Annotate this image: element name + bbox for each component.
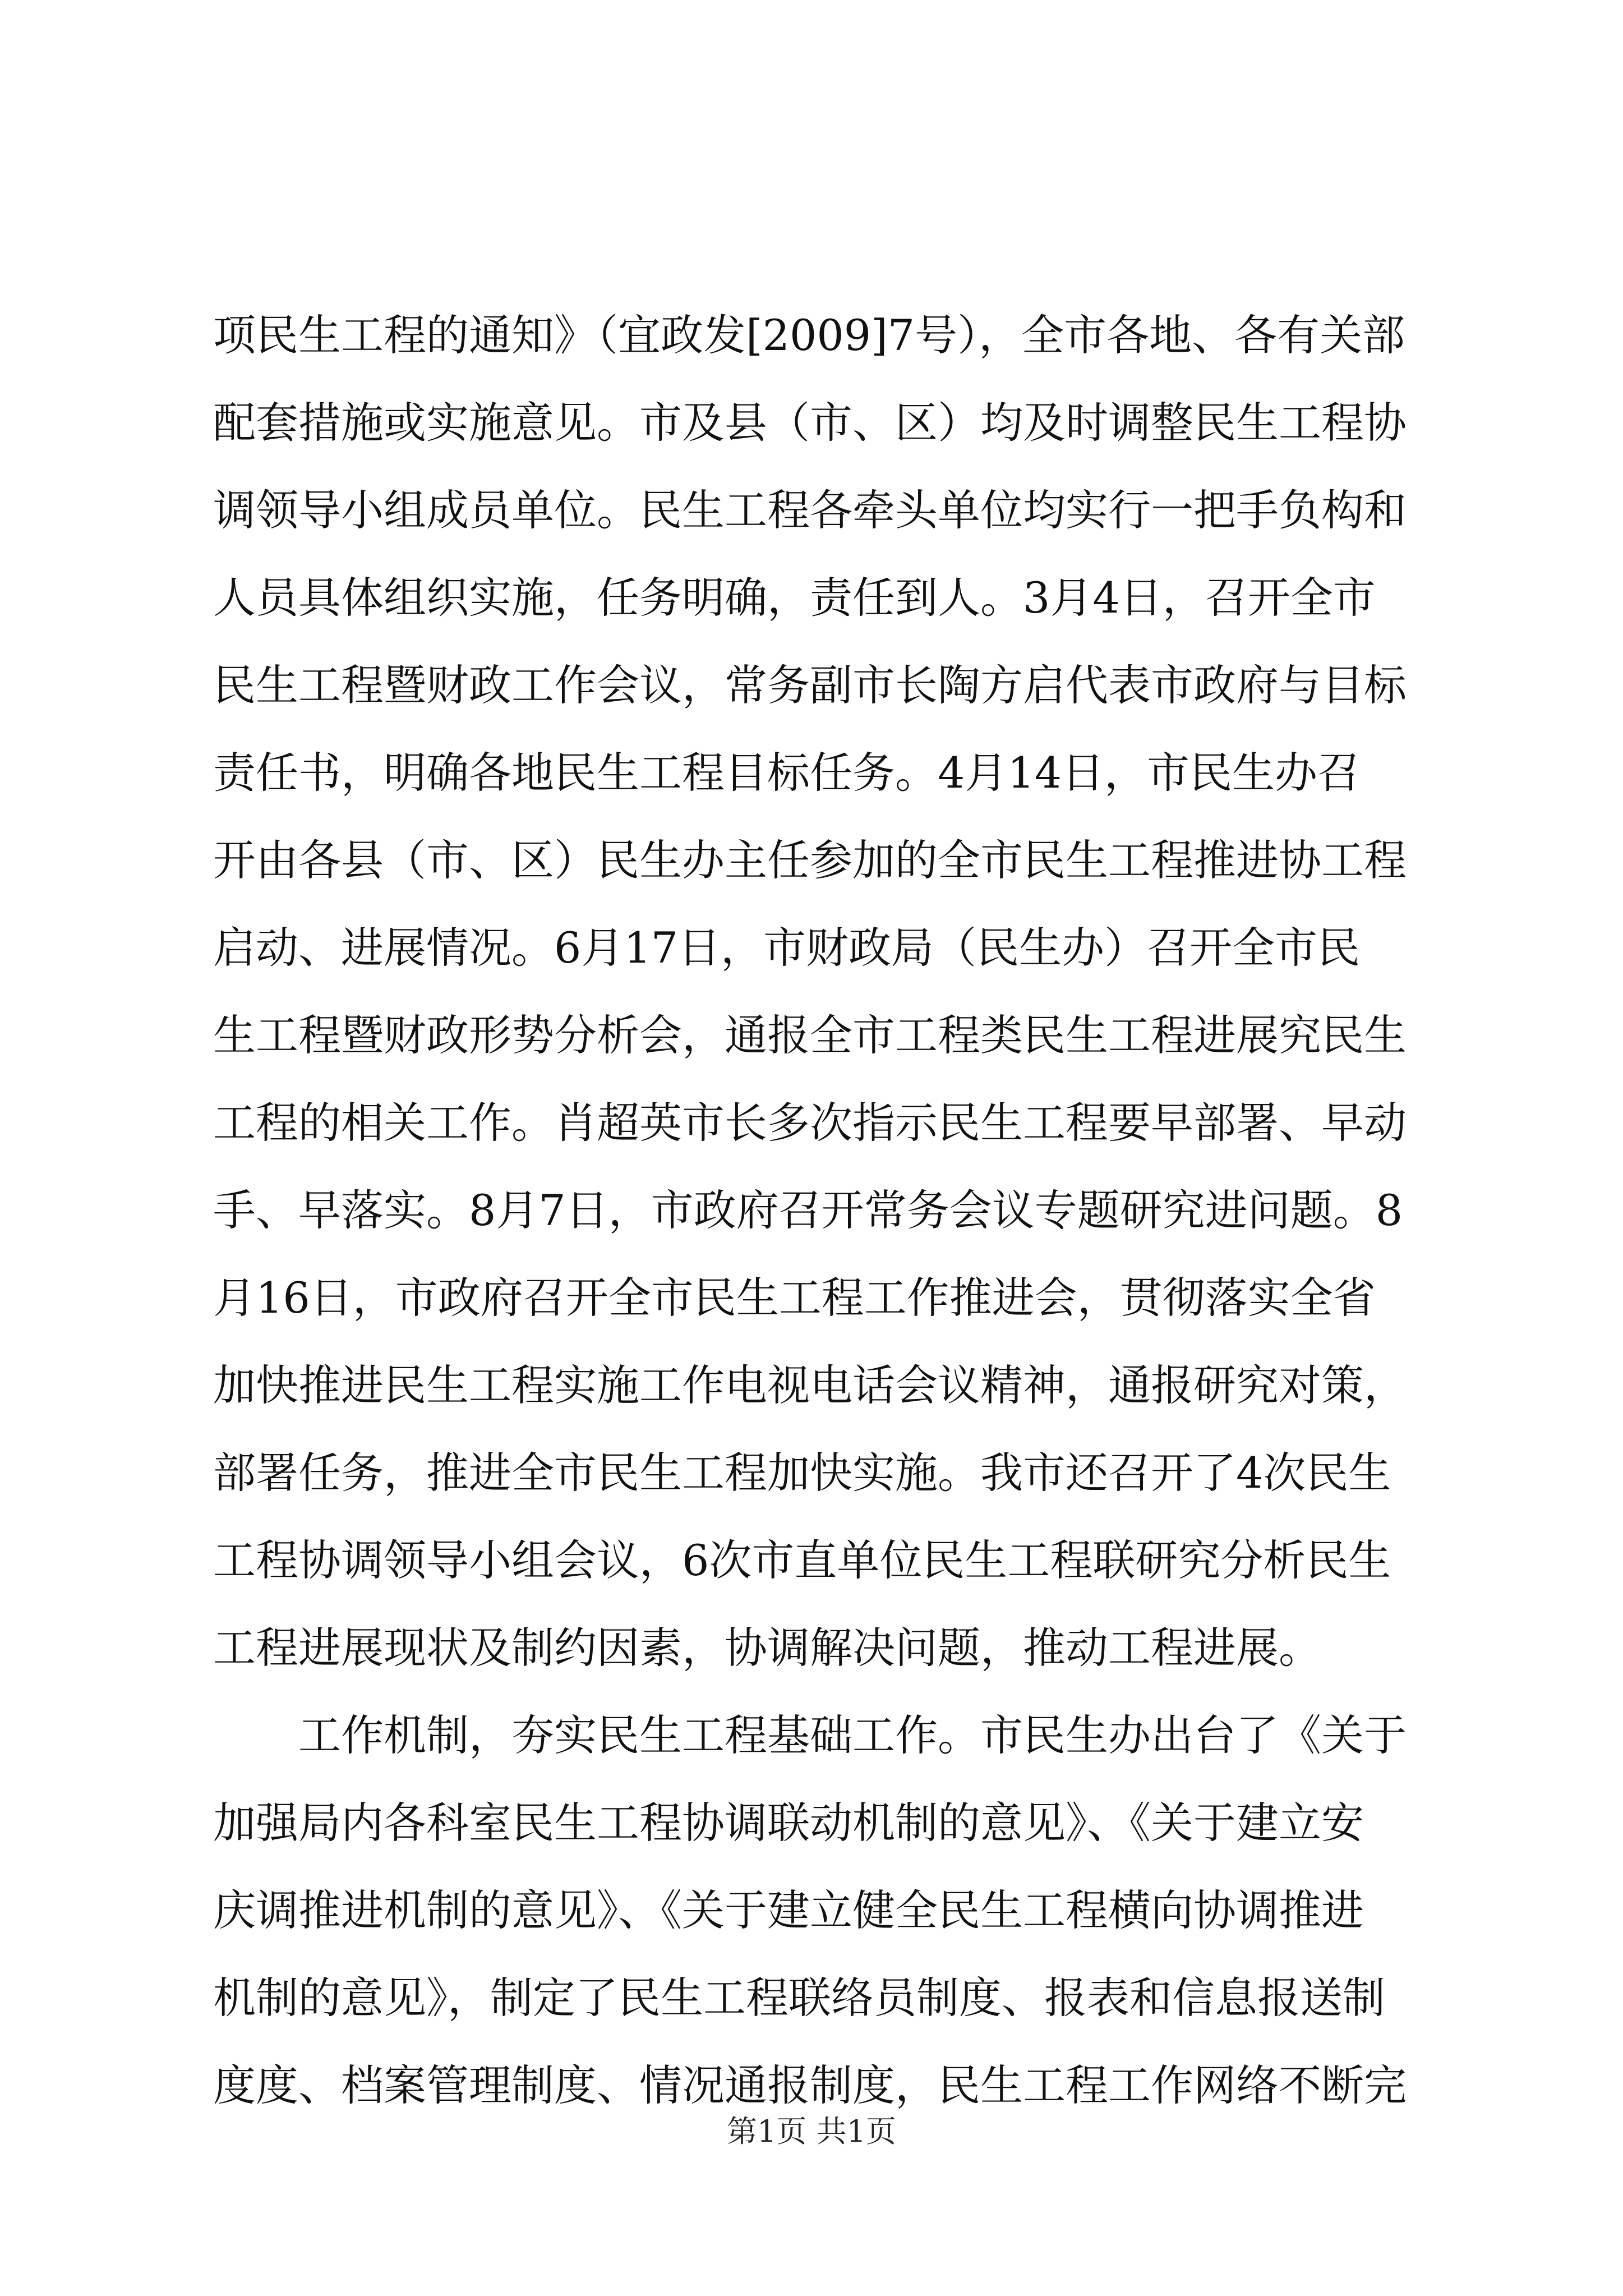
text-line-17: 工作机制，夯实民生工程基础工作。市民生办出台了《关于 bbox=[298, 1710, 1407, 1760]
text-line-20: 机制的意见》，制定了民生工程联络员制度、报表和信息报送制 bbox=[213, 1973, 1385, 2023]
text-line-15: 工程协调领导小组会议，6次市直单位民生工程联研究分析民生 bbox=[213, 1535, 1391, 1585]
text-line-18: 加强局内各科室民生工程协调联动机制的意见》、《关于建立安 bbox=[213, 1798, 1364, 1848]
text-line-7: 开由各县（市、区）民生办主任参加的全市民生工程推进协工程 bbox=[213, 835, 1407, 885]
text-line-3: 调领导小组成员单位。民生工程各牵头单位均实行一把手负构和 bbox=[213, 485, 1407, 535]
text-line-21: 度度、档案管理制度、情况通报制度，民生工程工作网络不断完 bbox=[213, 2060, 1407, 2110]
text-line-13: 加快推进民生工程实施工作电视电话会议精神，通报研究对策， bbox=[213, 1360, 1407, 1410]
text-line-5: 民生工程暨财政工作会议，常务副市长陶方启代表市政府与目标 bbox=[213, 660, 1407, 710]
text-line-4: 人员具体组织实施，任务明确，责任到人。3月4日，召开全市 bbox=[213, 573, 1376, 623]
text-line-14: 部署任务，推进全市民生工程加快实施。我市还召开了4次民生 bbox=[213, 1448, 1391, 1498]
text-line-10: 工程的相关工作。肖超英市长多次指示民生工程要早部署、早动 bbox=[213, 1098, 1407, 1148]
text-line-2: 配套措施或实施意见。市及县（市、区）均及时调整民生工程协 bbox=[213, 398, 1407, 448]
text-line-6: 责任书，明确各地民生工程目标任务。4月14日，市民生办召 bbox=[213, 748, 1361, 798]
page-number-footer: 第1页 共1页 bbox=[727, 2114, 896, 2149]
text-line-11: 手、早落实。8月7日，市政府召开常务会议专题研究进问题。8 bbox=[213, 1185, 1403, 1235]
text-line-9: 生工程暨财政形势分析会，通报全市工程类民生工程进展究民生 bbox=[213, 1010, 1407, 1060]
text-line-12: 月16日，市政府召开全市民生工程工作推进会，贯彻落实全省 bbox=[213, 1273, 1376, 1323]
text-line-16: 工程进展现状及制约因素，协调解决问题，推动工程进展。 bbox=[213, 1623, 1321, 1673]
text-line-1: 项民生工程的通知》（宜政发[2009]7号），全市各地、各有关部 bbox=[213, 310, 1405, 360]
body-text bbox=[213, 292, 1424, 2129]
text-line-19: 庆调推进机制的意见》、《关于建立健全民生工程横向协调推进 bbox=[213, 1885, 1364, 1935]
text-line-8: 启动、进展情况。6月17日，市财政局（民生办）召开全市民 bbox=[213, 923, 1361, 973]
